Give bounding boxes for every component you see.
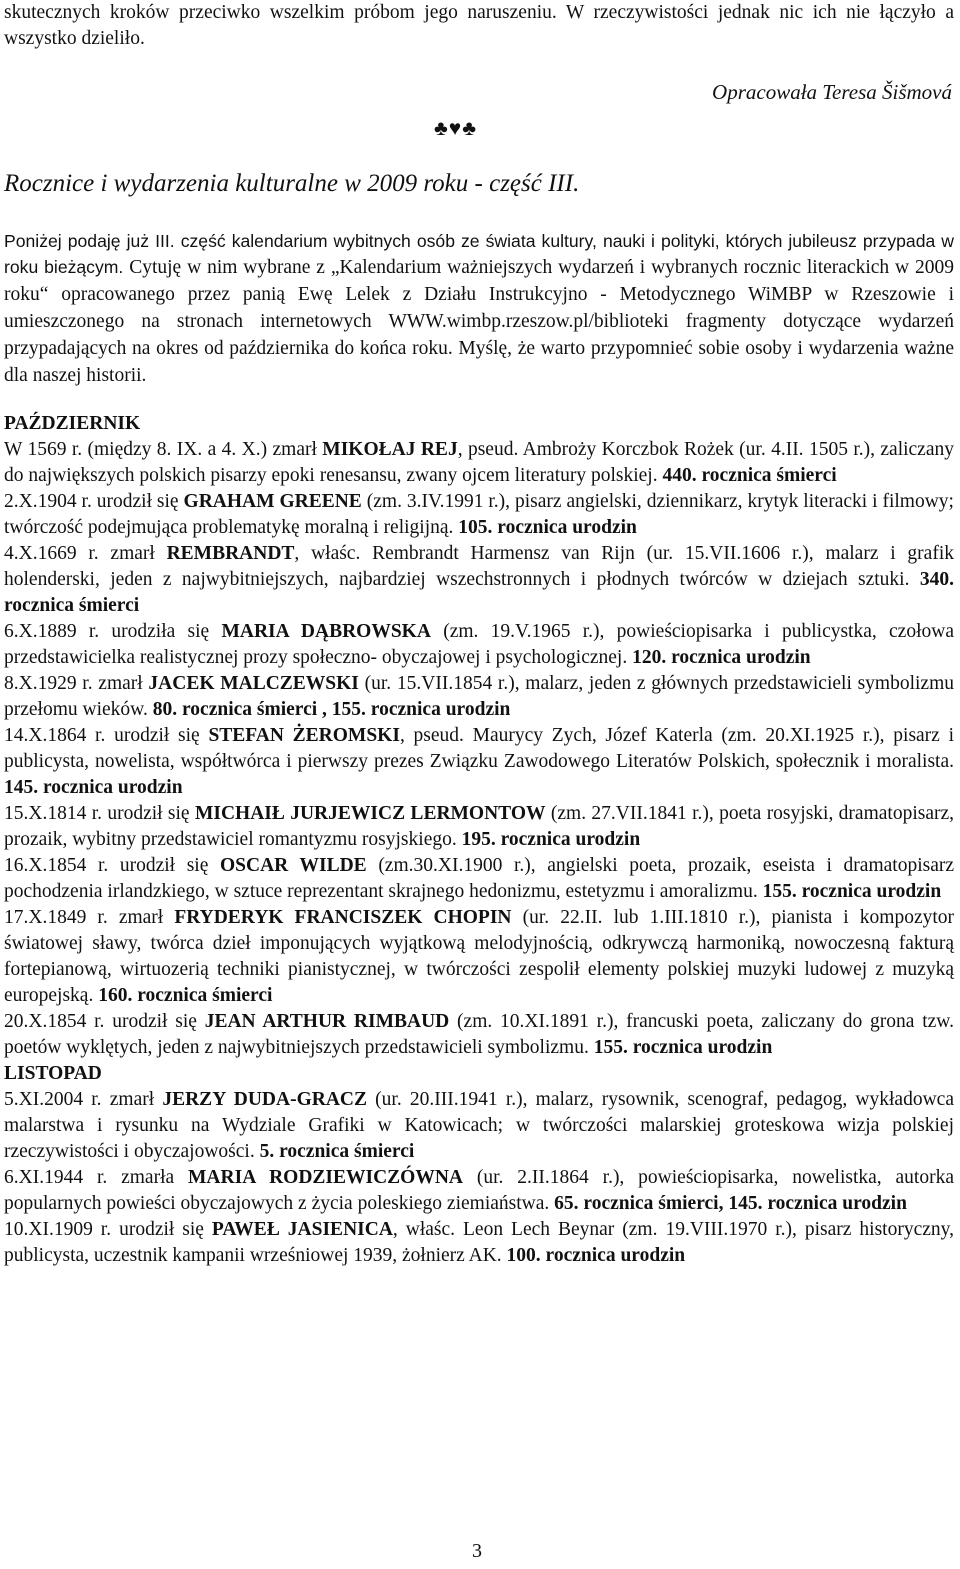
entry-description: (ur. 22.II. lub 1.III.1810 r.), pianista i kompozytor światowej sławy, twórca dzieł imponujących wyjątkową melodyjnością, odkrywczą harmoniką, nowoczesną fakturą fortepianową, wirtuozerią techniki pianistycznej, w twórczości zespolił elementy polskiej muzyki ludowej z muzyką europejską. [4, 907, 955, 1006]
entry-description: (zm. 19.V.1965 r.), powieściopisarka i publicystka, czołowa przedstawicielka realistycznej prozy społeczno- obyczajowej i psychologicznej. [4, 621, 954, 668]
calendar-entry [4, 853, 954, 905]
calendar-entry [4, 905, 954, 1009]
entry-anniversary: 145. rocznica urodzin [4, 777, 183, 798]
november-entries [4, 1087, 954, 1269]
entry-date-text: 4.X.1669 r. zmarł [4, 543, 167, 564]
calendar-entry [4, 723, 954, 801]
entry-date-text: W 1569 r. (między 8. IX. a 4. X.) zmarł [4, 439, 323, 460]
calendar-entry [4, 541, 954, 619]
entry-anniversary: 100. rocznica urodzin [506, 1245, 686, 1266]
entry-date-text: 5.XI.2004 r. zmarł [4, 1089, 163, 1110]
month-heading-october: PAŹDZIERNIK [4, 413, 141, 434]
calendar-body [4, 411, 954, 1269]
article-title: Rocznice i wydarzenia kulturalne w 2009 roku - część III. [4, 170, 580, 197]
month-heading-november: LISTOPAD [4, 1063, 102, 1084]
entry-anniversary: 155. rocznica urodzin [762, 881, 942, 902]
calendar-entry [4, 489, 954, 541]
entry-description: (ur. 2.II.1864 r.), powieściopisarka, nowelistka, autorka popularnych powieści obyczajowych z życia poleskiego ziemiaństwa. [4, 1167, 954, 1214]
calendar-entry [4, 437, 954, 489]
entry-date-text: 16.X.1854 r. urodził się [4, 855, 220, 876]
entry-date-text: 17.X.1849 r. zmarł [4, 907, 175, 928]
entry-date-text: 20.X.1854 r. urodził się [4, 1011, 205, 1032]
entry-anniversary: 65. rocznica śmierci, 145. rocznica urodzin [554, 1193, 907, 1214]
entry-anniversary: 120. rocznica urodzin [632, 647, 811, 668]
entry-anniversary: 155. rocznica urodzin [593, 1037, 773, 1058]
entry-anniversary: 160. rocznica śmierci [98, 985, 273, 1006]
entry-anniversary: 80. rocznica śmierci , 155. rocznica urodzin [152, 699, 511, 720]
entry-person-name: PAWEŁ JASIENICA [211, 1219, 393, 1240]
entry-date-text: 8.X.1929 r. zmarł [4, 673, 149, 694]
entry-description: , właśc. Leon Lech Beynar (zm. 19.VIII.1970 r.), pisarz historyczny, publicysta, uczestnik kampanii wrześniowej 1939, żołnierz AK. [4, 1219, 954, 1266]
page-number: 3 [472, 1540, 482, 1562]
author-signature: Opracowała Teresa Šišmová [712, 80, 952, 104]
entry-anniversary: 105. rocznica urodzin [458, 517, 637, 538]
intro-paragraph: Poniżej podaję już III. część kalendarium wybitnych osób ze świata kultury, nauki i polityki, których jubileusz przypada w roku bieżącym. Cytuję w nim wybrane z „Kalendarium ważniejszych wydarzeń i wybranych rocznic literackich w 2009 roku“ opracowanego przez panią Ewę Lelek z Działu Instrukcyjno - Metodycznego WiMBP w Rzeszowie i umieszczonego na stronach internetowych WWW.wimbp.rzeszow.pl/biblioteki fragmenty dotyczące wydarzeń przypadających na okres od października do końca roku. Myślę, że warto przypomnieć sobie osoby i wydarzenia ważne dla naszej historii. [4, 231, 954, 386]
entry-person-name: MARIA RODZIEWICZÓWNA [188, 1167, 464, 1188]
entry-date-text: 10.XI.1909 r. urodził się [4, 1219, 212, 1240]
entry-date-text: 15.X.1814 r. urodził się [4, 803, 195, 824]
entry-anniversary: 440. rocznica śmierci [662, 465, 837, 486]
entry-description: , pseud. Maurycy Zych, Józef Katerla (zm. 20.XI.1925 r.), pisarz i publicysta, nowelista, współtwórca i pierwszy prezes Związku Zawodowego Literatów Polskich, społecznik i moralista. [4, 725, 954, 772]
ornament-icon: ♣♥♣ [434, 116, 478, 140]
entry-anniversary: 5. rocznica śmierci [259, 1141, 415, 1162]
calendar-entry [4, 1087, 954, 1165]
entry-date-text: 14.X.1864 r. urodził się [4, 725, 209, 746]
entry-person-name: OSCAR WILDE [219, 855, 367, 876]
entry-date-text: 2.X.1904 r. urodził się [4, 491, 184, 512]
entry-date-text: 6.X.1889 r. urodziła się [4, 621, 222, 642]
entry-person-name: GRAHAM GREENE [183, 491, 362, 512]
entry-person-name: STEFAN ŻEROMSKI [208, 725, 400, 746]
entry-description: , pseud. Ambroży Korczbok Rożek (ur. 4.II. 1505 r.), zaliczany do największych polskich pisarzy epoki renesansu, zwany ojcem literatury polskiej. [4, 439, 954, 486]
entry-description: (ur. 20.III.1941 r.), malarz, rysownik, scenograf, pedagog, wykładowca malarstwa i rysunku na Wydziale Grafiki w Katowicach; w twórczości malarskiej groteskowa wizja polskiej rzeczywistości i obyczajowości. [4, 1089, 954, 1162]
entry-person-name: JACEK MALCZEWSKI [148, 673, 359, 694]
entry-date-text: 6.XI.1944 r. zmarła [4, 1167, 189, 1188]
entry-description: (zm.30.XI.1900 r.), angielski poeta, prozaik, eseista i dramatopisarz pochodzenia irlandzkiego, w sztuce reprezentant skrajnego hedonizmu, estetyzmu i amoralizmu. [4, 855, 955, 902]
calendar-entry [4, 1009, 954, 1061]
entry-anniversary: 340. rocznica śmierci [4, 569, 954, 616]
entry-person-name: MARIA DĄBROWSKA [221, 621, 431, 642]
calendar-entry [4, 1165, 954, 1217]
entry-description: (zm. 27.VII.1841 r.), poeta rosyjski, dramatopisarz, prozaik, wybitny przedstawiciel romantyzmu rosyjskiego. [4, 803, 955, 850]
entry-person-name: FRYDERYK FRANCISZEK CHOPIN [174, 907, 512, 928]
continuation-text: skutecznych kroków przeciwko wszelkim próbom jego naruszeniu. W rzeczywistości jednak nic ich nie łączyło a wszystko dzieliło. [4, 2, 954, 49]
entry-description: (zm. 3.IV.1991 r.), pisarz angielski, dziennikarz, krytyk literacki i filmowy; twórczość podejmująca problematykę moralną i religijną. [4, 491, 954, 538]
entry-person-name: REMBRANDT [166, 543, 295, 564]
october-entries [4, 437, 954, 1061]
calendar-entry [4, 1217, 954, 1269]
calendar-entry [4, 619, 954, 671]
entry-person-name: MICHAIŁ JURJEWICZ LERMONTOW [194, 803, 546, 824]
calendar-entry [4, 671, 954, 723]
entry-description: (ur. 15.VII.1854 r.), malarz, jeden z głównych przedstawicieli symbolizmu przełomu wieków. [4, 673, 954, 720]
entry-description: , właśc. Rembrandt Harmensz van Rijn (ur. 15.VII.1606 r.), malarz i grafik holenderski, jeden z najwybitniejszych, najbardziej wszechstronnych i płodnych twórców w dziejach sztuki. [4, 543, 954, 590]
entry-person-name: MIKOŁAJ REJ [322, 439, 458, 460]
entry-description: (zm. 10.XI.1891 r.), francuski poeta, zaliczany do grona tzw. poetów wyklętych, jeden z najwybitniejszych przedstawicieli symbolizmu. [4, 1011, 954, 1058]
calendar-entry [4, 801, 954, 853]
entry-person-name: JERZY DUDA-GRACZ [162, 1089, 367, 1110]
entry-anniversary: 195. rocznica urodzin [461, 829, 641, 850]
entry-person-name: JEAN ARTHUR RIMBAUD [204, 1011, 450, 1032]
